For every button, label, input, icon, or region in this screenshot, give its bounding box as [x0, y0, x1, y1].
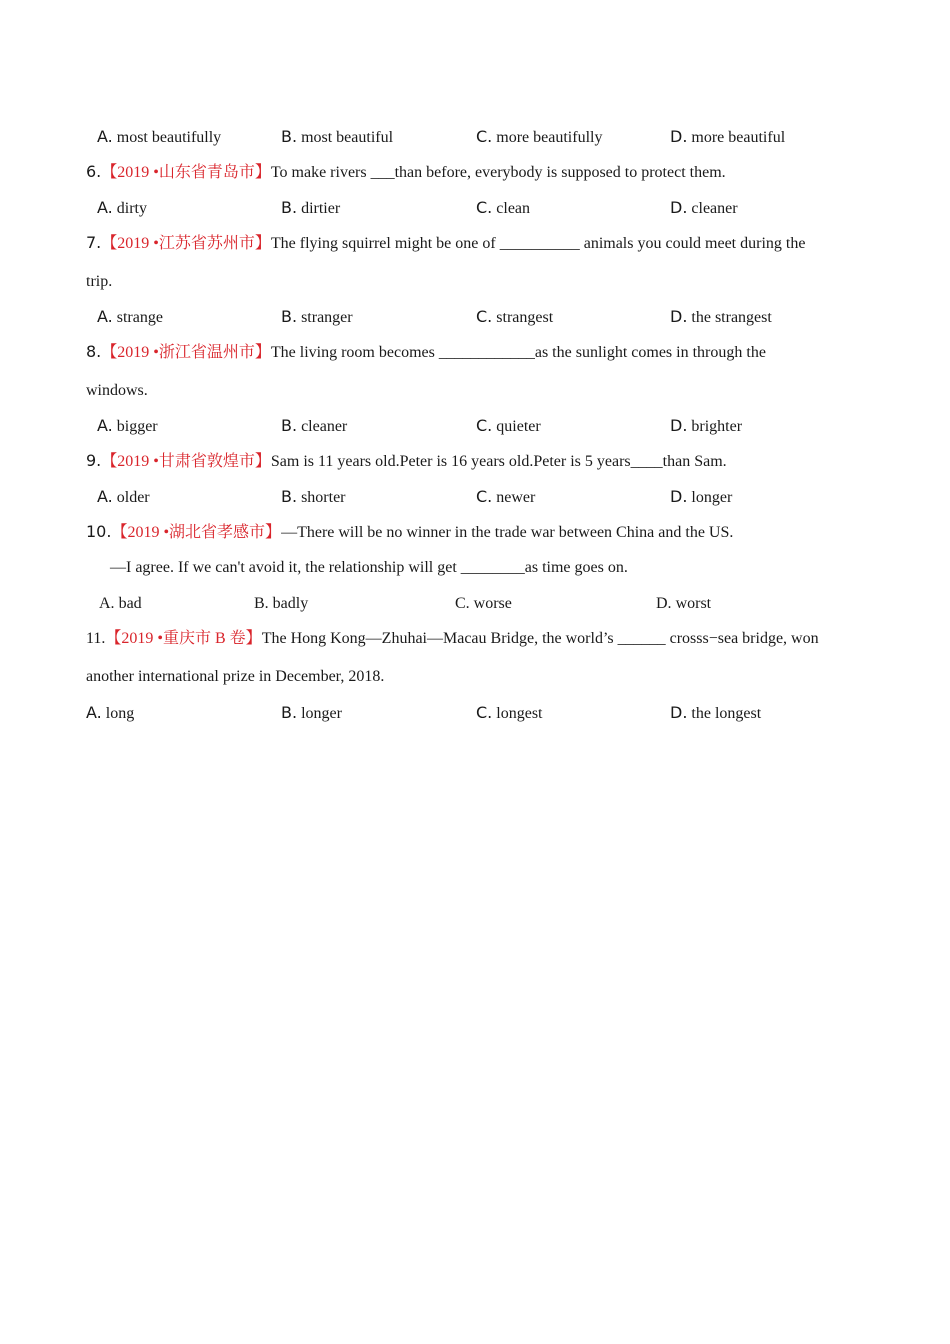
q8-stem-continued: windows.	[86, 382, 148, 399]
q11-stem-continued: another international prize in December, 2018.	[86, 668, 385, 685]
q10-stem: 10.【2019 •湖北省孝感市】—There will be no winner in the trade war between China and the US.	[86, 522, 734, 541]
q10-option-a: A. bad	[99, 595, 142, 612]
q10-option-d: D. worst	[656, 595, 712, 612]
q7-option-c: C. strangest	[476, 307, 554, 326]
q7-option-b: B. stranger	[281, 307, 353, 326]
q10-source: 【2019 •湖北省孝感市】	[111, 524, 282, 541]
q8-stem: 8.【2019 •浙江省温州市】The living room becomes ____________as the sunlight comes in through the	[86, 342, 766, 361]
q6-option-b: B. dirtier	[281, 198, 341, 217]
q8-option-c: C. quieter	[476, 416, 541, 435]
q7-option-d: D. the strangest	[670, 307, 772, 326]
q5-option-d: D. more beautiful	[670, 127, 786, 146]
q11-stem: 11.【2019 •重庆市 B 卷】The Hong Kong—Zhuhai—Macau Bridge, the world’s ______ crosss−sea bridge, won	[86, 630, 819, 647]
q11-source: 【2019 •重庆市 B 卷】	[105, 630, 262, 647]
q9-stem: 9.【2019 •甘肃省敦煌市】Sam is 11 years old.Peter is 16 years old.Peter is 5 years____than Sam.	[86, 451, 727, 470]
q6-source: 【2019 •山东省青岛市】	[101, 164, 271, 181]
q9-option-d: D. longer	[670, 487, 733, 506]
q11-option-c: C. longest	[476, 703, 543, 722]
q11-option-b: B. longer	[281, 703, 342, 722]
q9-option-a: A. older	[97, 487, 150, 506]
q10-option-c: C. worse	[455, 595, 512, 612]
q10-option-b: B. badly	[254, 595, 309, 612]
q7-source: 【2019 •江苏省苏州市】	[101, 235, 271, 252]
q6-option-d: D. cleaner	[670, 198, 738, 217]
q9-source: 【2019 •甘肃省敦煌市】	[101, 453, 271, 470]
q9-option-b: B. shorter	[281, 487, 346, 506]
q6-option-c: C. clean	[476, 198, 531, 217]
q8-option-d: D. brighter	[670, 416, 743, 435]
q7-stem-continued: trip.	[86, 273, 113, 290]
q7-stem: 7.【2019 •江苏省苏州市】The flying squirrel might be one of __________ animals you could meet during the	[86, 233, 806, 252]
q8-source: 【2019 •浙江省温州市】	[101, 344, 271, 361]
q11-option-d: D. the longest	[670, 703, 762, 722]
q5-option-c: C. more beautifully	[476, 127, 603, 146]
q5-option-b: B. most beautiful	[281, 127, 394, 146]
q10-stem-reply: —I agree. If we can't avoid it, the relationship will get ________as time goes on.	[110, 559, 628, 576]
q8-option-a: A. bigger	[97, 416, 158, 435]
q11-option-a: A. long	[86, 703, 135, 722]
q6-option-a: A. dirty	[97, 198, 147, 217]
q7-option-a: A. strange	[97, 307, 163, 326]
q6-stem: 6.【2019 •山东省青岛市】To make rivers ___than before, everybody is supposed to protect them.	[86, 162, 726, 181]
q5-option-a: A. most beautifully	[97, 127, 222, 146]
q9-option-c: C. newer	[476, 487, 536, 506]
q8-option-b: B. cleaner	[281, 416, 348, 435]
